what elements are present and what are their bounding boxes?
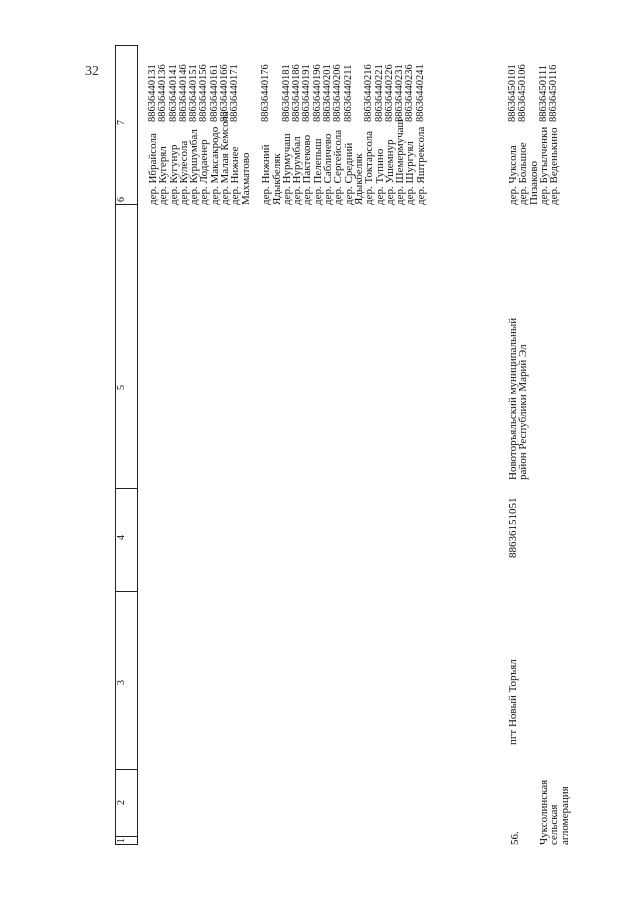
village-item: дер. Сабличево xyxy=(322,133,335,205)
village-code: 88636440206 xyxy=(332,64,344,122)
village-code: 88636450106 xyxy=(517,64,529,122)
village-code: 88636440141 xyxy=(167,64,179,122)
village-item: дер. Лодаенер xyxy=(198,139,211,205)
village-code: 88636440176 xyxy=(260,64,272,122)
column-divider xyxy=(115,769,137,770)
column-divider xyxy=(115,591,137,592)
village-item: Махматово xyxy=(239,152,252,205)
village-code: 88636440191 xyxy=(301,64,313,122)
village-code: 88636440156 xyxy=(198,64,210,122)
village-code: 88636440211 xyxy=(342,64,354,122)
column-divider xyxy=(115,844,137,845)
village-code: 88636440166 xyxy=(219,64,231,122)
village-item: дер. Тупино xyxy=(373,148,386,205)
village-code: 88636440131 xyxy=(147,64,158,122)
village-code: 88636440171 xyxy=(229,64,241,122)
village-code: 88636440196 xyxy=(311,64,323,122)
village-item: дер. Максакродо xyxy=(208,126,221,205)
village-item: дер. Малая Кемсола xyxy=(219,111,232,205)
village-code: 88636440146 xyxy=(177,64,189,122)
village-code xyxy=(241,47,251,122)
village-code: 88636450111 xyxy=(537,65,549,122)
village-item: дер. Кугунур xyxy=(167,144,180,205)
district-name: Новоторъяльский муниципальный район Республики Марий Эл xyxy=(507,317,530,480)
village-item: дер. Средний xyxy=(342,142,355,205)
village-code: 88636450116 xyxy=(548,64,560,122)
village-code: 88636440161 xyxy=(208,64,220,122)
agglomeration-name: Чуксолинская сельская агломерация xyxy=(538,779,571,845)
column-header-2: 2 xyxy=(116,800,127,805)
village-code: 88636440226 xyxy=(383,64,395,122)
village-code: 88636440201 xyxy=(322,64,334,122)
village-code: 88636440216 xyxy=(363,64,375,122)
village-item: Ядыкбеляк xyxy=(270,153,283,205)
column-divider xyxy=(115,488,137,489)
village-item: дер. Нурумбал xyxy=(291,136,304,205)
village-item: дер. Нижний xyxy=(260,144,273,205)
column-divider xyxy=(115,204,137,205)
settlement-name: пгт Новый Торъял xyxy=(507,659,519,745)
column-header-7: 7 xyxy=(116,120,127,125)
village-item: дер. Нижнее xyxy=(229,146,242,205)
village-item: дер. Веденькино xyxy=(548,127,561,205)
village-item: дер. Кугерял xyxy=(157,146,170,205)
village-item: дер. Куршумбал xyxy=(188,129,201,205)
village-item: дер. Большое xyxy=(517,142,530,205)
column-divider xyxy=(115,836,137,837)
column-header-6: 6 xyxy=(116,197,127,202)
column-header-5: 5 xyxy=(116,385,127,390)
codes-column-block1 xyxy=(148,47,426,122)
table-header-bottom-border xyxy=(137,45,138,845)
codes-column-block2 xyxy=(508,47,559,122)
village-item: Ядыкбеляк xyxy=(352,153,365,205)
village-item: дер. Ушемнур xyxy=(383,139,396,205)
rotated-table xyxy=(115,45,575,845)
village-item: дер. Кулесола xyxy=(177,140,190,205)
villages-list-block2 xyxy=(508,125,559,205)
village-item: дер. Шургуял xyxy=(404,141,417,205)
village-code: 88636440151 xyxy=(188,64,200,122)
village-code: 88636450101 xyxy=(507,64,518,122)
village-code: 88636440231 xyxy=(394,64,406,122)
village-code: 88636440181 xyxy=(280,64,292,122)
village-item: дер. Токтарсола xyxy=(363,130,376,205)
village-item: дер. Яштрексола xyxy=(414,126,427,205)
village-item: дер. Сергейсола xyxy=(332,129,345,205)
settlement-code: 88636151051 xyxy=(507,497,519,558)
village-code: 88636440241 xyxy=(414,64,426,122)
village-item: Пизаково xyxy=(527,161,540,205)
village-item: дер. Ибрайсола xyxy=(147,133,159,205)
village-item: дер. Пелепыш xyxy=(311,138,324,205)
village-code: 88636440221 xyxy=(373,64,385,122)
village-item: дер. Бутылченки xyxy=(537,126,550,205)
column-divider xyxy=(115,45,137,46)
column-header-3: 3 xyxy=(116,680,127,685)
village-code: 88636440186 xyxy=(291,64,303,122)
village-item: дер. Чуксола xyxy=(507,145,519,205)
column-header-1: 1 xyxy=(116,838,127,843)
column-header-4: 4 xyxy=(116,535,127,540)
table-header-top-border xyxy=(115,45,116,845)
page-number: 32 xyxy=(85,64,99,79)
village-item: дер. Шемермучаш xyxy=(394,119,407,205)
village-item: дер. Нурмучаш xyxy=(280,133,293,205)
row-number: 56. xyxy=(509,831,521,845)
village-item: дер. Пактеково xyxy=(301,134,314,205)
village-code: 88636440136 xyxy=(157,64,169,122)
village-code: 88636440236 xyxy=(404,64,416,122)
